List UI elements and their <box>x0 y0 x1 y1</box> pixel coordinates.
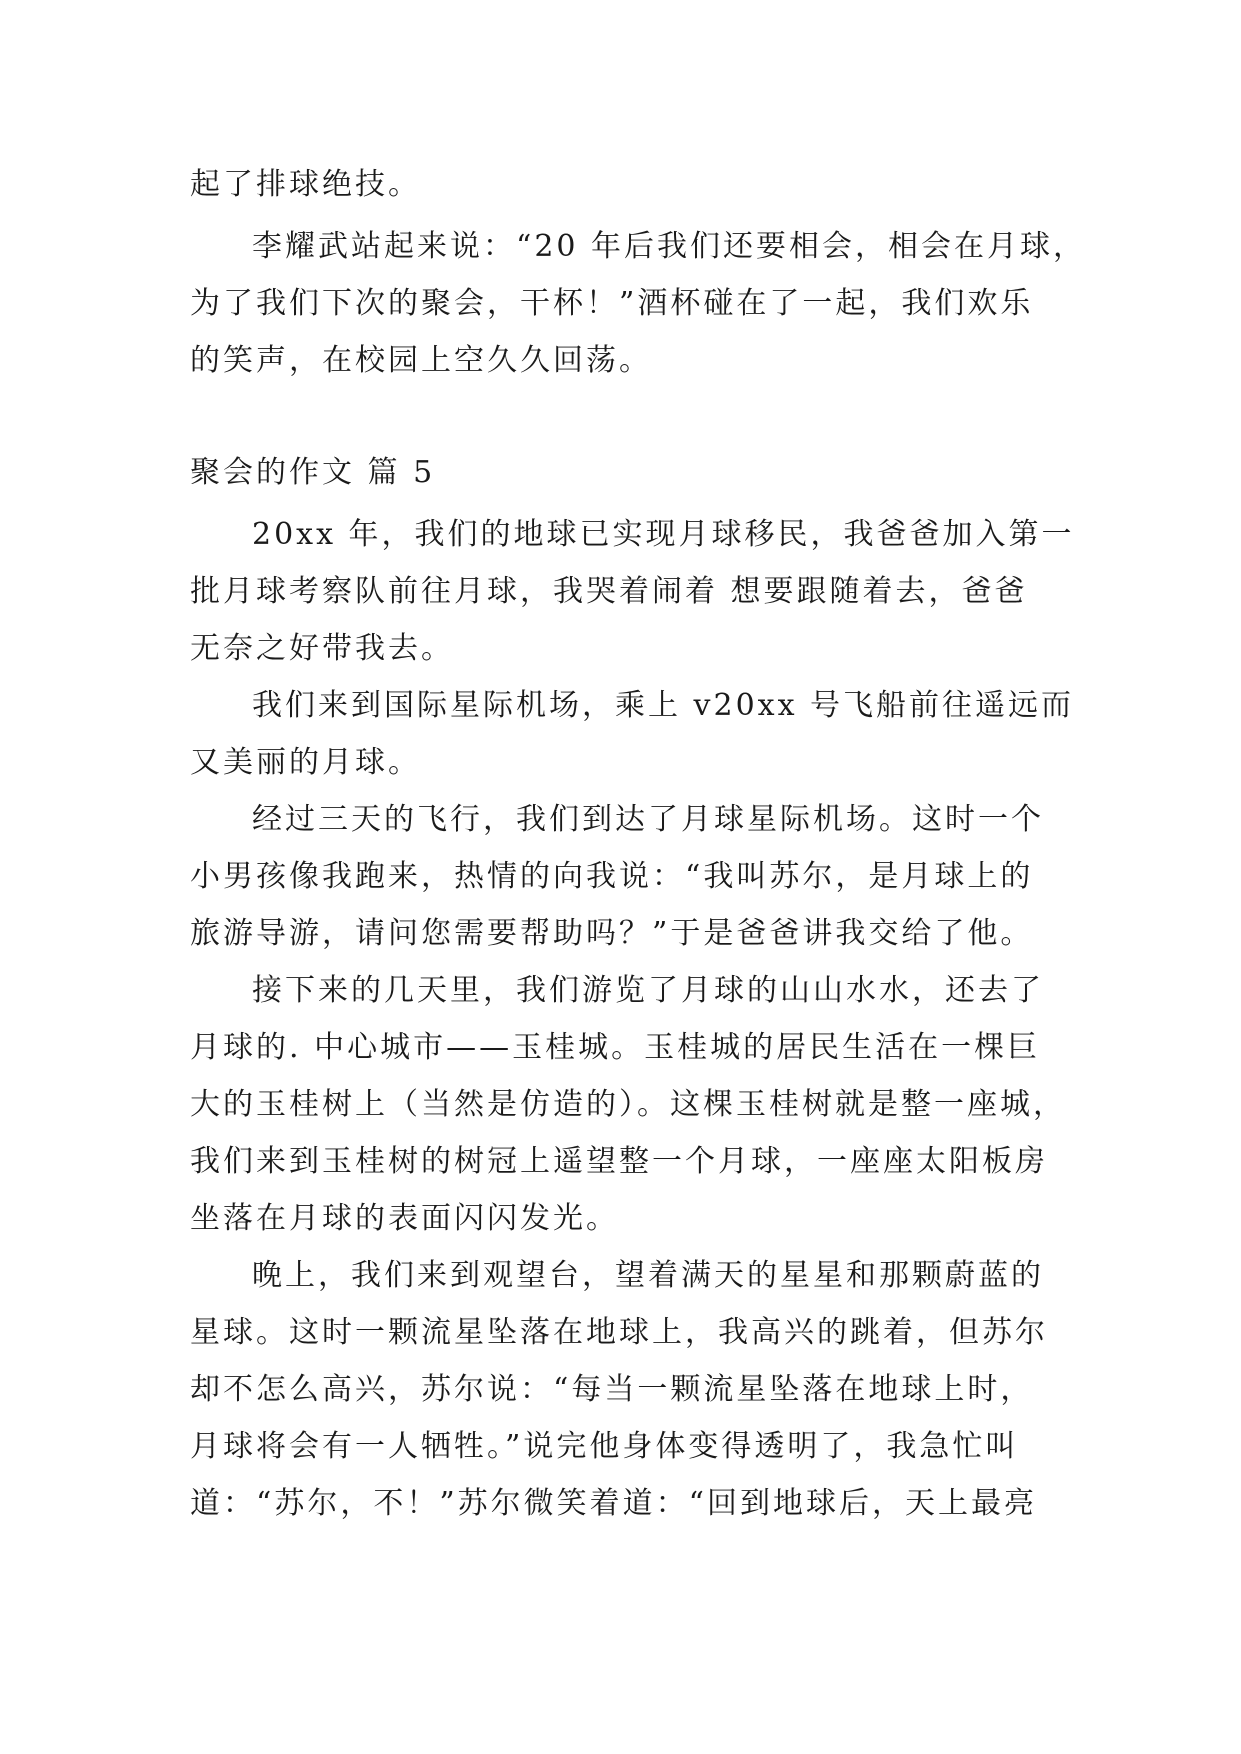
text-line: 批月球考察队前往月球，我哭着闹着 想要跟随着去，爸爸 <box>190 574 1028 609</box>
text-line: 起了排球绝技。 <box>190 167 421 202</box>
text-line: 星球。这时一颗流星坠落在地球上，我高兴的跳着，但苏尔 <box>190 1315 1048 1350</box>
text-line: 小男孩像我跑来，热情的向我说：“我叫苏尔，是月球上的 <box>190 859 1034 894</box>
paragraph-first-line: 我们来到国际星际机场，乘上 v20xx 号飞船前往遥远而 <box>252 688 1075 723</box>
paragraph-first-line: 20xx 年，我们的地球已实现月球移民，我爸爸加入第一 <box>252 517 1075 552</box>
text-line: 坐落在月球的表面闪闪发光。 <box>190 1201 619 1236</box>
text-line: 我们来到玉桂树的树冠上遥望整一个月球，一座座太阳板房 <box>190 1144 1048 1179</box>
paragraph-first-line: 晚上，我们来到观望台，望着满天的星星和那颗蔚蓝的 <box>252 1258 1044 1293</box>
paragraph-first-line: 李耀武站起来说：“20 年后我们还要相会，相会在月球， <box>252 229 1087 264</box>
text-line: 道：“苏尔，不！”苏尔微笑着道：“回到地球后，天上最亮 <box>190 1486 1038 1521</box>
text-line: 月球将会有一人牺牲。”说完他身体变得透明了，我急忙叫 <box>190 1429 1019 1464</box>
text-line: 月球的. 中心城市——玉桂城。玉桂城的居民生活在一棵巨 <box>190 1030 1041 1065</box>
text-line: 为了我们下次的聚会，干杯！”酒杯碰在了一起，我们欢乐 <box>190 286 1034 321</box>
text-line: 大的玉桂树上（当然是仿造的）。这棵玉桂树就是整一座城， <box>190 1087 1066 1122</box>
text-line: 旅游导游，请问您需要帮助吗？”于是爸爸讲我交给了他。 <box>190 916 1034 951</box>
paragraph-first-line: 接下来的几天里，我们游览了月球的山山水水，还去了 <box>252 973 1044 1008</box>
text-line: 的笑声，在校园上空久久回荡。 <box>190 343 652 378</box>
text-line: 无奈之好带我去。 <box>190 631 454 666</box>
text-line: 却不怎么高兴，苏尔说：“每当一颗流星坠落在地球上时， <box>190 1372 1034 1407</box>
paragraph-first-line: 经过三天的飞行，我们到达了月球星际机场。这时一个 <box>252 802 1044 837</box>
section-heading: 聚会的作文 篇 5 <box>190 455 436 490</box>
text-line: 又美丽的月球。 <box>190 745 421 780</box>
